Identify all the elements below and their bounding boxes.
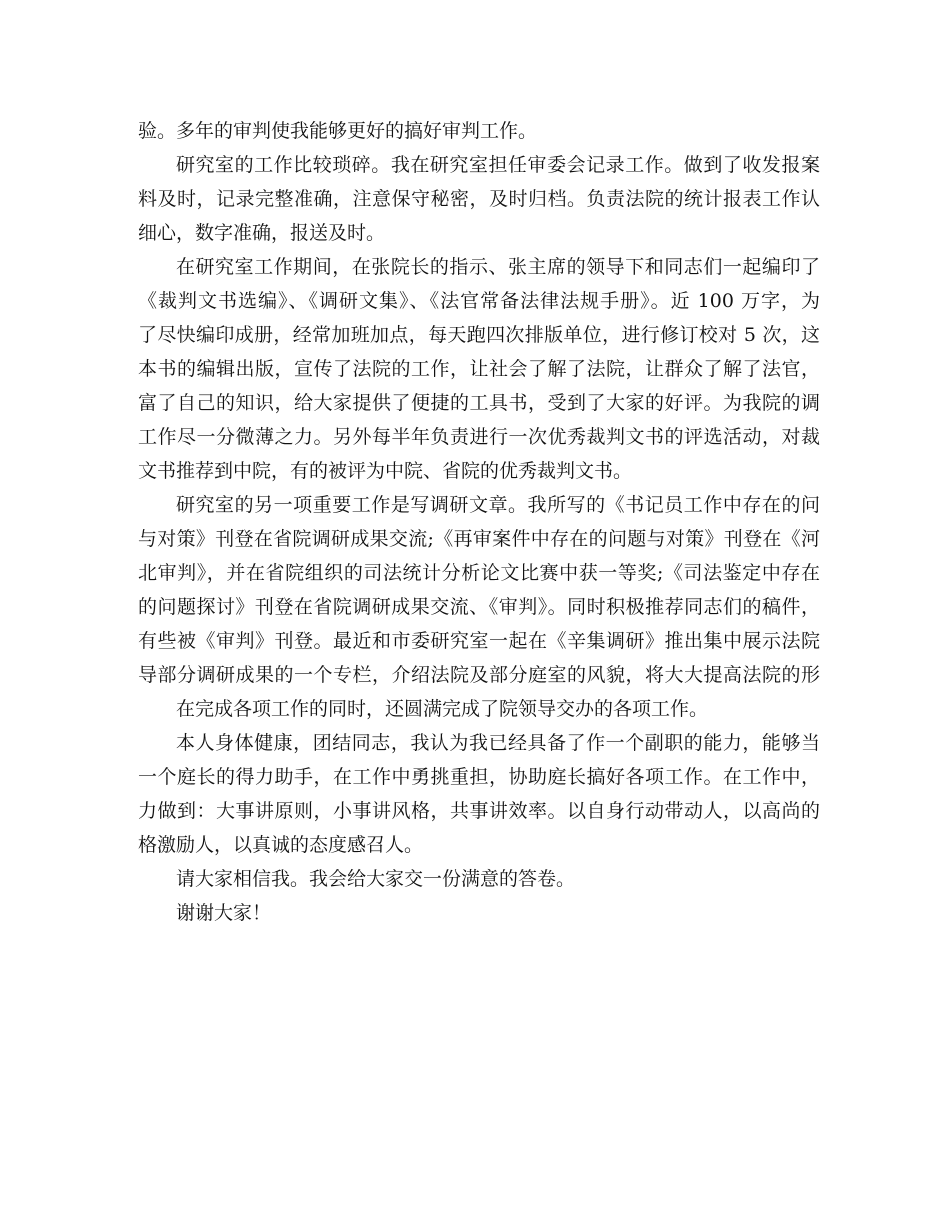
text-line: 本人身体健康，团结同志，我认为我已经具备了作一个副职的能力，能够当 <box>176 732 820 754</box>
text-line: 格激励人，以真诚的态度感召人。 <box>138 834 424 856</box>
text-line: 研究室的工作比较琐碎。我在研究室担任审委会记录工作。做到了收发报案 <box>176 154 820 176</box>
text-line: 一个庭长的得力助手，在工作中勇挑重担，协助庭长搞好各项工作。在工作中， <box>138 766 820 788</box>
text-line: 富了自己的知识，给大家提供了便捷的工具书，受到了大家的好评。为我院的调 <box>138 392 820 414</box>
text-line: 《裁判文书选编》、《调研文集》、《法官常备法律法规手册》。近 100 万字，为 <box>138 290 820 312</box>
text-line: 在完成各项工作的同时，还圆满完成了院领导交办的各项工作。 <box>176 698 709 720</box>
text-line: 谢谢大家！ <box>176 902 272 924</box>
text-line: 细心，数字准确，报送及时。 <box>138 222 386 244</box>
text-line: 导部分调研成果的一个专栏，介绍法院及部分庭室的风貌，将大大提高法院的形 <box>138 664 820 686</box>
text-line: 有些被《审判》刊登。最近和市委研究室一起在《辛集调研》推出集中展示法院 <box>138 630 820 652</box>
text-line: 在研究室工作期间，在张院长的指示、张主席的领导下和同志们一起编印了 <box>176 256 820 278</box>
text-line: 力做到：大事讲原则，小事讲风格，共事讲效率。以自身行动带动人，以高尚的 <box>138 800 820 822</box>
text-line: 本书的编辑出版，宣传了法院的工作，让社会了解了法院，让群众了解了法官， <box>138 358 820 380</box>
text-line: 与对策》刊登在省院调研成果交流;《再审案件中存在的问题与对策》刊登在《河 <box>138 528 820 550</box>
text-line: 工作尽一分微薄之力。另外每半年负责进行一次优秀裁判文书的评选活动，对裁 <box>138 426 820 448</box>
text-line: 验。多年的审判使我能够更好的搞好审判工作。 <box>138 120 538 142</box>
body-text <box>138 114 820 930</box>
text-line: 了尽快编印成册，经常加班加点，每天跑四次排版单位，进行修订校对 5 次，这 <box>138 324 820 346</box>
text-line: 文书推荐到中院，有的被评为中院、省院的优秀裁判文书。 <box>138 460 633 482</box>
text-line: 料及时，记录完整准确，注意保守秘密，及时归档。负责法院的统计报表工作认 <box>138 188 820 210</box>
text-line: 请大家相信我。我会给大家交一份满意的答卷。 <box>176 868 576 890</box>
text-line: 研究室的另一项重要工作是写调研文章。我所写的《书记员工作中存在的问 <box>176 494 820 516</box>
text-line: 的问题探讨》刊登在省院调研成果交流、《审判》。同时积极推荐同志们的稿件， <box>138 596 820 618</box>
text-line: 北审判》，并在省院组织的司法统计分析论文比赛中获一等奖;《司法鉴定中存在 <box>138 562 820 584</box>
